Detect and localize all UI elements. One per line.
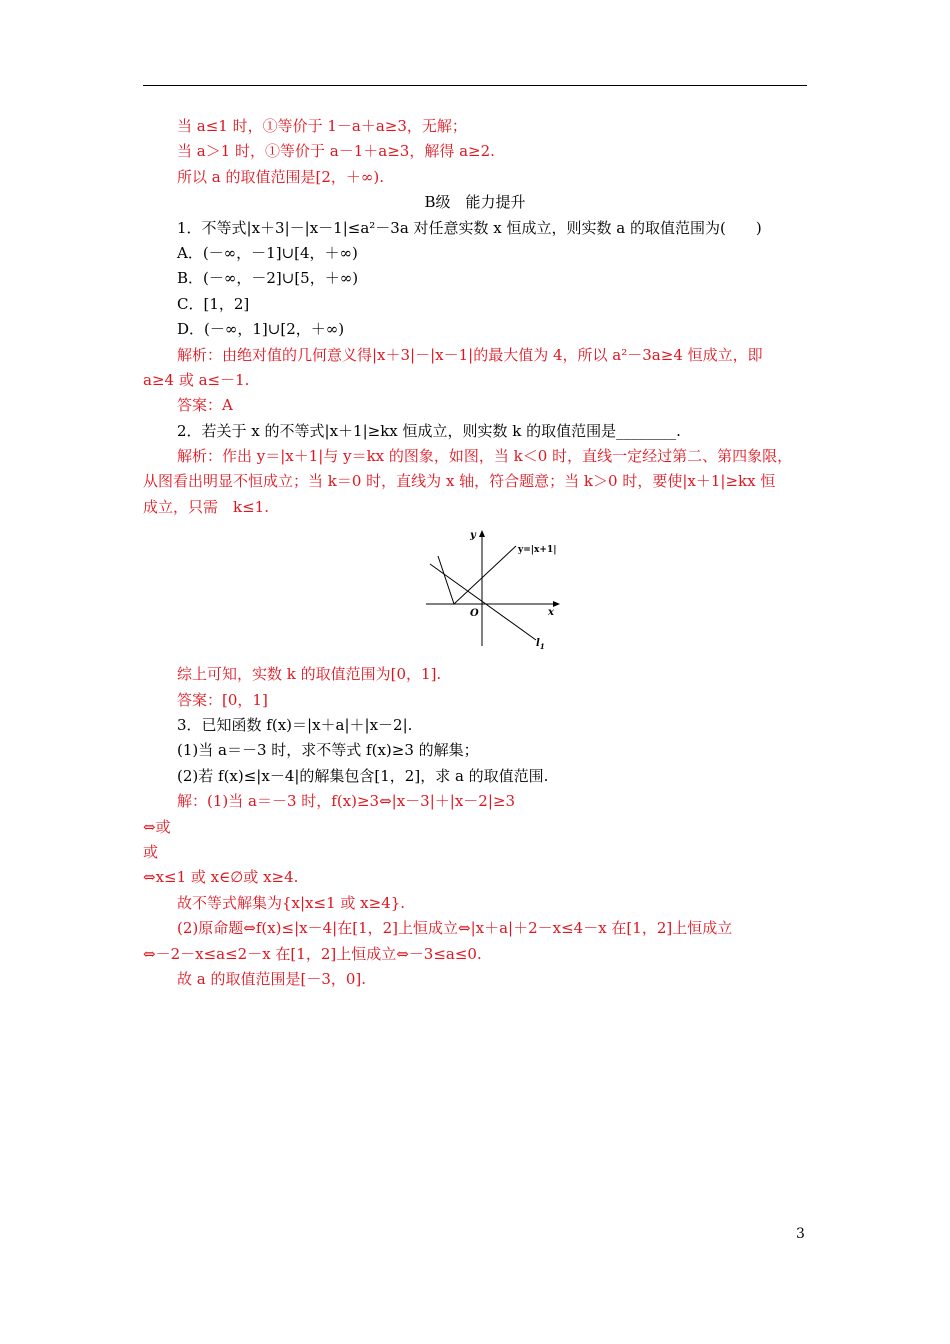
graph-svg xyxy=(418,524,568,652)
question-3: 3．已知函数 f(x)＝|x＋a|＋|x－2|. xyxy=(177,716,413,735)
solution-text: 故 a 的取值范围是[－3，0]. xyxy=(177,969,367,988)
line-l1 xyxy=(430,564,536,640)
option-a: A．(－∞，－1]∪[4，＋∞) xyxy=(177,243,358,262)
header-rule xyxy=(143,85,807,86)
text-line: 当 a≤1 时，①等价于 1－a＋a≥3，无解； xyxy=(177,117,467,135)
conclusion-text: 综上可知，实数 k 的取值范围为[0，1]. xyxy=(177,665,442,684)
analysis-text: 解析：由绝对值的几何意义得|x＋3|－|x－1|的最大值为 4，所以 a²－3a≥4 恒成立，即 xyxy=(177,345,763,364)
line-label: $l_1$ xyxy=(536,638,545,652)
question-2: 2．若关于 x 的不等式|x＋1|≥kx 恒成立，则实数 k 的取值范围是________. xyxy=(177,421,681,440)
sub-question-2: (2)若 f(x)≤|x－4|的解集包含[1，2]，求 a 的取值范围. xyxy=(177,766,549,785)
answer-text: 答案：[0，1] xyxy=(177,690,268,709)
text-line: 当 a＞1 时，①等价于 a－1＋a≥3，解得 a≥2. xyxy=(177,142,495,161)
section-heading: B级 能力提升 xyxy=(424,193,526,212)
page-number: 3 xyxy=(796,1226,805,1242)
analysis-text: a≥4 或 a≤－1. xyxy=(143,370,250,389)
option-c: C．[1，2] xyxy=(177,294,250,313)
y-axis-label: y xyxy=(470,530,476,542)
solution-text: (2)原命题⇔f(x)≤|x－4|在[1，2]上恒成立⇔|x＋a|＋2－x≤4－x 在[1，2]上恒成立 xyxy=(177,919,733,938)
solution-text: 故不等式解集为{x|x≤1 或 x≥4}. xyxy=(177,893,406,912)
text-line: 所以 a 的取值范围是[2，＋∞). xyxy=(177,167,384,186)
sub-question-1: (1)当 a＝－3 时，求不等式 f(x)≥3 的解集； xyxy=(177,741,479,760)
graph-figure xyxy=(143,524,807,656)
y-axis-arrow xyxy=(479,530,485,537)
question-1: 1．不等式|x＋3|－|x－1|≤a²－3a 对任意实数 x 恒成立，则实数 a 的取值范围为( ) xyxy=(177,218,762,237)
text-block-bottom xyxy=(143,662,807,992)
text-block-top xyxy=(143,114,807,520)
x-axis-label: x xyxy=(548,607,554,619)
solution-text: 解：(1)当 a＝－3 时，f(x)≥3⇔|x－3|＋|x－2|≥3 xyxy=(177,792,515,811)
solution-text: 或 xyxy=(143,842,159,861)
document-body xyxy=(143,114,807,992)
analysis-text: 解析：作出 y＝|x＋1|与 y＝kx 的图象，如图，当 k＜0 时，直线一定经过第二、第四象限， xyxy=(177,447,793,466)
option-b: B．(－∞，－2]∪[5，＋∞) xyxy=(177,269,359,288)
analysis-text: 成立，只需 k≤1. xyxy=(143,497,269,516)
option-d: D．(－∞，1]∪[2，＋∞) xyxy=(177,320,345,339)
abs-curve xyxy=(438,546,516,604)
solution-text: ⇔－2－x≤a≤2－x 在[1，2]上恒成立⇔－3≤a≤0. xyxy=(143,944,482,963)
solution-text: ⇔x≤1 或 x∈∅或 x≥4. xyxy=(143,868,299,887)
origin-label: O xyxy=(470,608,479,620)
x-axis-arrow xyxy=(553,601,560,607)
answer-text: 答案：A xyxy=(177,396,233,415)
analysis-text: 从图看出明显不恒成立；当 k＝0 时，直线为 x 轴，符合题意；当 k＞0 时，要使|x＋1|≥kx 恒 xyxy=(143,472,776,491)
curve-label: y=|x+1| xyxy=(518,545,557,556)
solution-text: ⇔或 xyxy=(143,817,171,836)
